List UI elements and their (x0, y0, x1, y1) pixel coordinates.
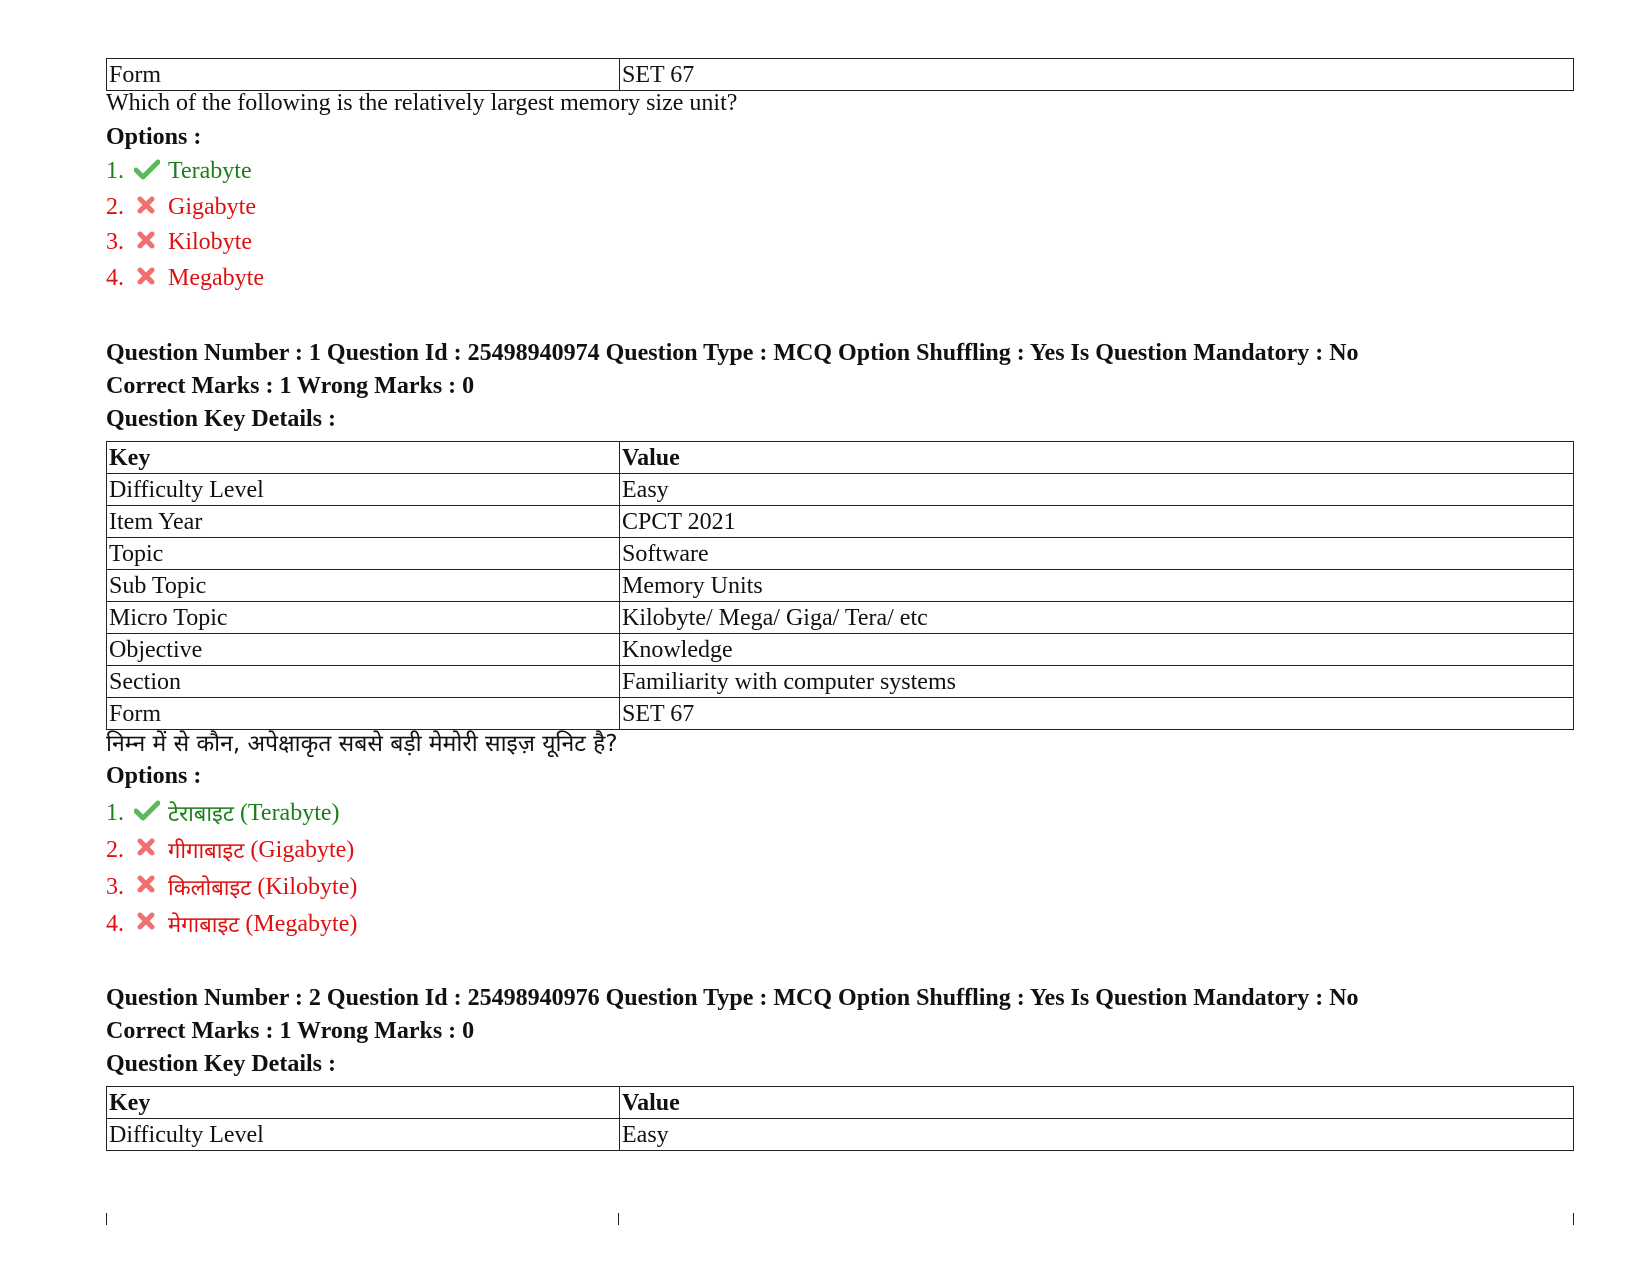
table-row (107, 538, 1574, 570)
table-row (107, 698, 1574, 730)
table-key-cell: Section (107, 666, 620, 698)
option-label: (Kilobyte) (257, 873, 358, 900)
cross-icon (134, 195, 164, 221)
table-key-cell: Item Year (107, 506, 620, 538)
option-label-hindi: गीगाबाइट (168, 839, 245, 864)
prev-key-table (106, 58, 1574, 91)
table-key-cell: Objective (107, 634, 620, 666)
table-value-cell: Easy (620, 474, 1574, 506)
option-number: 4. (106, 265, 124, 291)
cross-icon (134, 911, 164, 937)
check-icon (134, 159, 164, 185)
table-cut-edge (1573, 1213, 1574, 1225)
option-label: Kilobyte (168, 229, 252, 255)
table-value-cell: Kilobyte/ Mega/ Giga/ Tera/ etc (620, 602, 1574, 634)
key-details-label: Question Key Details : (106, 406, 336, 432)
table-header-key: Key (107, 442, 620, 474)
key-details-label: Question Key Details : (106, 1051, 336, 1077)
option-label: Megabyte (168, 265, 264, 291)
table-key-cell: Difficulty Level (107, 474, 620, 506)
option-number: 3. (106, 229, 124, 255)
question-header: Question Number : 2 Question Id : 25498940976 Question Type : MCQ Option Shuffling : Yes Is Question Mandatory : No (106, 985, 1359, 1011)
table-value-cell: Memory Units (620, 570, 1574, 602)
table-key-cell: Sub Topic (107, 570, 620, 602)
table-value-cell: Software (620, 538, 1574, 570)
table-row (107, 570, 1574, 602)
option-item (106, 194, 256, 221)
cross-icon (134, 266, 164, 292)
marks-line: Correct Marks : 1 Wrong Marks : 0 (106, 373, 475, 399)
option-label: (Megabyte) (245, 910, 358, 937)
table-key-cell: Form (107, 698, 620, 730)
option-label-hindi: टेराबाइट (168, 802, 234, 827)
option-item (106, 872, 357, 902)
table-cut-edge (106, 1213, 107, 1225)
table-row (107, 602, 1574, 634)
option-item (106, 909, 357, 939)
option-number: 3. (106, 873, 124, 900)
table-cut-edge (618, 1213, 619, 1225)
table-row (107, 474, 1574, 506)
option-number: 4. (106, 910, 124, 937)
table-header-row (107, 1087, 1574, 1119)
options-label: Options : (106, 124, 202, 150)
cross-icon (134, 874, 164, 900)
option-label: (Gigabyte) (250, 836, 355, 863)
table-value-cell: SET 67 (620, 698, 1574, 730)
table-row (107, 634, 1574, 666)
marks-line: Correct Marks : 1 Wrong Marks : 0 (106, 1018, 475, 1044)
question-header: Question Number : 1 Question Id : 25498940974 Question Type : MCQ Option Shuffling : Yes Is Question Mandatory : No (106, 340, 1359, 366)
table-row (107, 59, 1574, 91)
table-key-cell: Topic (107, 538, 620, 570)
question-text-hindi: निम्न में से कौन, अपेक्षाकृत सबसे बड़ी मेमोरी साइज़ यूनिट है? (106, 731, 618, 757)
table-header-key: Key (107, 1087, 620, 1119)
option-label-hindi: मेगाबाइट (168, 913, 240, 938)
table-value-cell: CPCT 2021 (620, 506, 1574, 538)
options-label: Options : (106, 763, 202, 789)
option-number: 2. (106, 836, 124, 863)
table-header-value: Value (620, 442, 1574, 474)
table-key-cell: Micro Topic (107, 602, 620, 634)
option-item (106, 158, 252, 185)
cross-icon (134, 837, 164, 863)
option-label: Gigabyte (168, 194, 256, 220)
table-value-cell: Easy (620, 1119, 1574, 1151)
table-key-cell: Form (107, 59, 620, 91)
table-key-cell: Difficulty Level (107, 1119, 620, 1151)
option-number: 1. (106, 799, 124, 826)
table-row (107, 1119, 1574, 1151)
question-key-table (106, 441, 1574, 730)
option-item (106, 229, 252, 256)
option-number: 1. (106, 158, 124, 184)
check-icon (134, 800, 164, 826)
option-label: (Terabyte) (239, 799, 340, 826)
table-value-cell: SET 67 (620, 59, 1574, 91)
table-header-value: Value (620, 1087, 1574, 1119)
cross-icon (134, 230, 164, 256)
question-key-table (106, 1086, 1574, 1151)
option-label-hindi: किलोबाइट (168, 876, 252, 901)
table-value-cell: Familiarity with computer systems (620, 666, 1574, 698)
table-header-row (107, 442, 1574, 474)
option-number: 2. (106, 194, 124, 220)
option-item (106, 265, 264, 292)
question-text: Which of the following is the relatively largest memory size unit? (106, 90, 738, 116)
option-label: Terabyte (168, 158, 252, 184)
table-row (107, 506, 1574, 538)
option-item (106, 835, 354, 865)
option-item (106, 798, 340, 828)
table-row (107, 666, 1574, 698)
table-value-cell: Knowledge (620, 634, 1574, 666)
